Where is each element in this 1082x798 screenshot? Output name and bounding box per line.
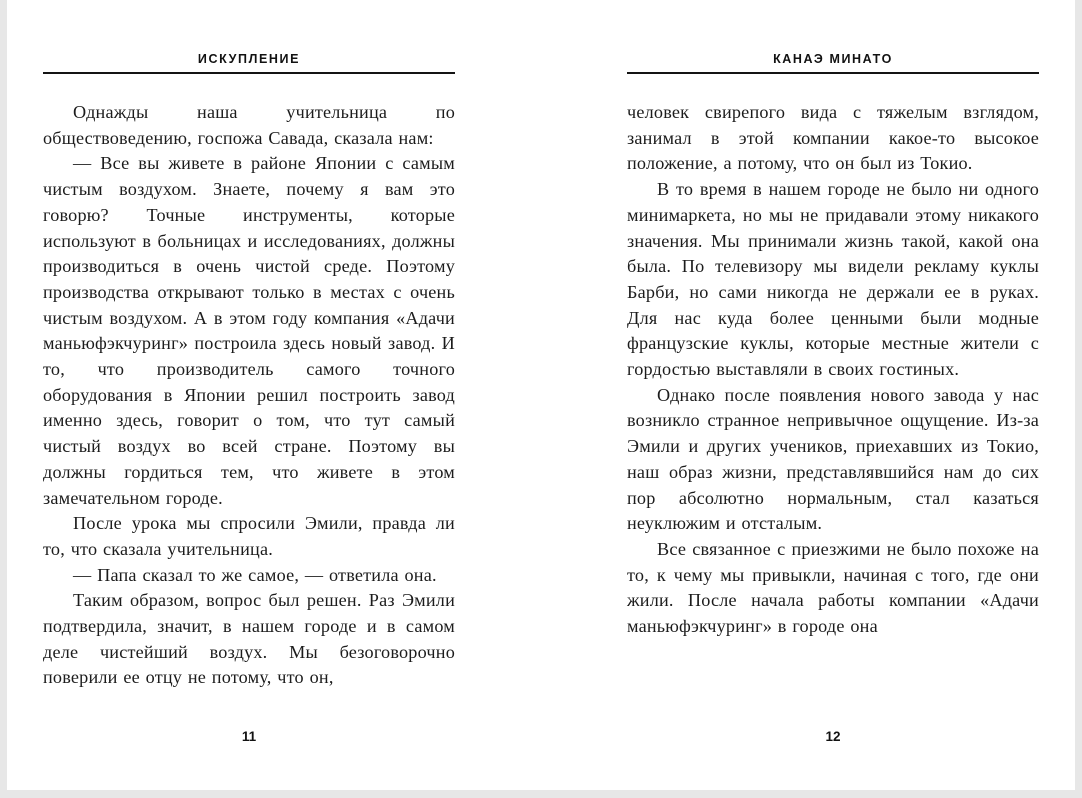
paragraph: Все связанное с приезжими не было похоже на то, к чему мы привыкли, начиная с того, где они жили. После начала работы компании «Адачи маньюфэкчуринг» в городе она <box>627 538 1039 637</box>
paragraph: Таким образом, вопрос был решен. Раз Эмили подтвердила, значит, в нашем городе и в самом деле чистейший воздух. Мы безоговорочно поверили ее отцу не потому, что он, <box>43 590 455 688</box>
screen-edge-right <box>1075 0 1082 798</box>
text-column-right <box>627 52 1039 640</box>
page-right <box>541 0 1082 798</box>
page-number-left: 11 <box>241 729 257 744</box>
paragraph: Однажды наша учительница по обществоведению, госпожа Савада, сказала нам: <box>43 102 455 148</box>
screen-edge-left <box>0 0 7 798</box>
page-body-left <box>43 100 455 691</box>
running-header-author-name: КАНАЭ МИНАТО <box>773 52 893 66</box>
paragraph: — Папа сказал то же самое, — ответила она. <box>73 564 437 585</box>
text-column-left <box>43 52 455 691</box>
header-rule-left <box>43 72 455 74</box>
paragraph: В то время в нашем городе не было ни одного минимаркета, но мы не придавали этому никакого значения. Мы принимали жизнь такой, какой она была. По телевизору мы видели рекламу куклы Барби, но сами никогда не держали ее в руках. Для нас куда более ценными были модные французские куклы, которые местные жители с гордостью выставляли в своих гостиных. <box>627 179 1039 380</box>
paragraph: После урока мы спросили Эмили, правда ли то, что сказала учительница. <box>43 513 455 559</box>
running-header-book-title: ИСКУПЛЕНИЕ <box>197 52 301 66</box>
header-rule-right <box>627 72 1039 74</box>
page-body-right <box>627 100 1039 640</box>
screen-edge-bottom <box>0 790 1082 798</box>
page-number-right: 12 <box>825 729 841 744</box>
paragraph: человек свирепого вида с тяжелым взглядом, занимал в этой компании какое-то высокое положение, а потому, что он был из Токио. <box>627 102 1039 174</box>
paragraph: Однако после появления нового завода у нас возникло странное непривычное ощущение. Из-за Эмили и других учеников, приехавших из Токио, наш образ жизни, представлявшийся нам до сих пор абсолютно нормальным, стал казаться неуклюжим и отсталым. <box>627 384 1039 534</box>
paragraph: — Все вы живете в районе Японии с самым чистым воздухом. Знаете, почему я вам это говорю? Точные инструменты, которые используют в больницах и исследованиях, должны производиться в очень чистой среде. Поэтому производства открывают только в местах с очень чистым воздухом. А в этом году компания «Адачи маньюфэкчуринг» построила здесь новый завод. И то, что производитель самого точного оборудования в Японии решил построить завод именно здесь, говорит о том, что тут самый чистый воздух во всей стране. Поэтому вы должны гордиться тем, что живете в этом замечательном городе. <box>43 153 455 508</box>
